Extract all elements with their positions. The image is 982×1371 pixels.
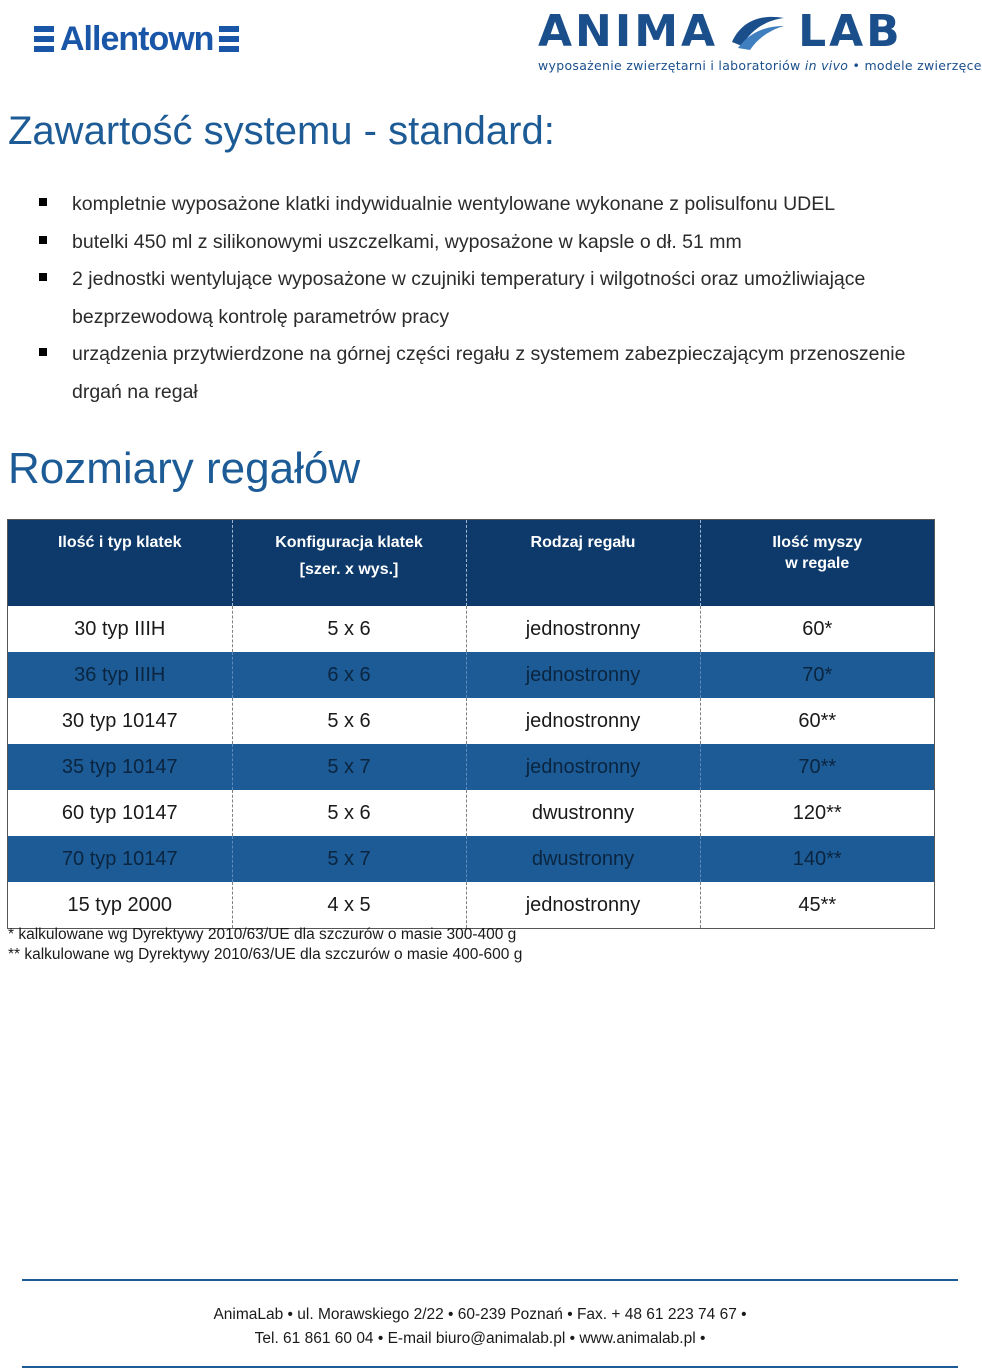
header-cage-config: Konfiguracja klatek [szer. x wys.] xyxy=(232,520,466,606)
square-bullet-icon xyxy=(39,348,47,356)
animalab-brand-left: ANIMA xyxy=(538,6,719,57)
animalab-logo xyxy=(538,6,982,73)
table-row: 36 typ IIIH 6 x 6 jednostronny 70* xyxy=(8,652,934,698)
footer-divider-top xyxy=(22,1279,958,1281)
rack-sizes-table xyxy=(8,520,934,928)
logo-bars-right xyxy=(219,26,239,52)
list-item: urządzenia przytwierdzone na górnej części regału z systemem zabezpieczającym przenoszenie drgań na regał xyxy=(38,336,938,411)
table-row: 15 typ 2000 4 x 5 jednostronny 45** xyxy=(8,882,934,928)
list-item: 2 jednostki wentylujące wyposażone w czujniki temperatury i wilgotności oraz umożliwiające bezprzewodową kontrolę parametrów pracy xyxy=(38,261,938,336)
footer-address: AnimaLab • ul. Morawskiego 2/22 • 60-239 Poznań • Fax. + 48 61 223 74 67 • xyxy=(213,1306,747,1323)
list-item: kompletnie wyposażone klatki indywidualnie wentylowane wykonane z polisulfonu UDEL xyxy=(38,186,938,224)
list-item: butelki 450 ml z silikonowymi uszczelkami, wyposażone w kapsle o dł. 51 mm xyxy=(38,224,938,262)
table-header-row xyxy=(8,520,934,606)
animalab-tagline: wyposażenie zwierzętarni i laboratoriów in vivo • modele zwierzęce xyxy=(538,58,982,73)
animalab-brand-right: LAB xyxy=(798,6,903,57)
square-bullet-icon xyxy=(39,273,47,281)
header-cage-count: Ilość i typ klatek xyxy=(8,520,232,606)
table-row: 60 typ 10147 5 x 6 dwustronny 120** xyxy=(8,790,934,836)
table-row: 35 typ 10147 5 x 7 jednostronny 70** xyxy=(8,744,934,790)
table-footnotes xyxy=(8,925,522,965)
footer-contact: Tel. 61 861 60 04 • E-mail biuro@animalab.pl • www.animalab.pl • xyxy=(254,1330,706,1347)
table-row: 70 typ 10147 5 x 7 dwustronny 140** xyxy=(8,836,934,882)
table-row: 30 typ 10147 5 x 6 jednostronny 60** xyxy=(8,698,934,744)
header-mice-count: Ilość myszy w regale xyxy=(700,520,934,606)
table-row: 30 typ IIIH 5 x 6 jednostronny 60* xyxy=(8,606,934,652)
square-bullet-icon xyxy=(39,236,47,244)
feature-list xyxy=(38,186,938,411)
header-rack-type: Rodzaj regału xyxy=(466,520,700,606)
allentown-logo xyxy=(34,22,239,56)
footnote: * kalkulowane wg Dyrektywy 2010/63/UE dla szczurów o masie 300-400 g xyxy=(8,926,517,943)
square-bullet-icon xyxy=(39,198,47,206)
system-contents-title: Zawartość systemu - standard: xyxy=(8,109,555,153)
footnote: ** kalkulowane wg Dyrektywy 2010/63/UE dla szczurów o masie 400-600 g xyxy=(8,946,523,963)
logo-bars-left xyxy=(34,26,54,52)
footer-divider-bottom xyxy=(22,1366,958,1368)
animalab-swirl-icon xyxy=(728,12,788,52)
allentown-logo-text: Allentown xyxy=(60,20,214,58)
rack-sizes-title: Rozmiary regałów xyxy=(8,444,361,493)
